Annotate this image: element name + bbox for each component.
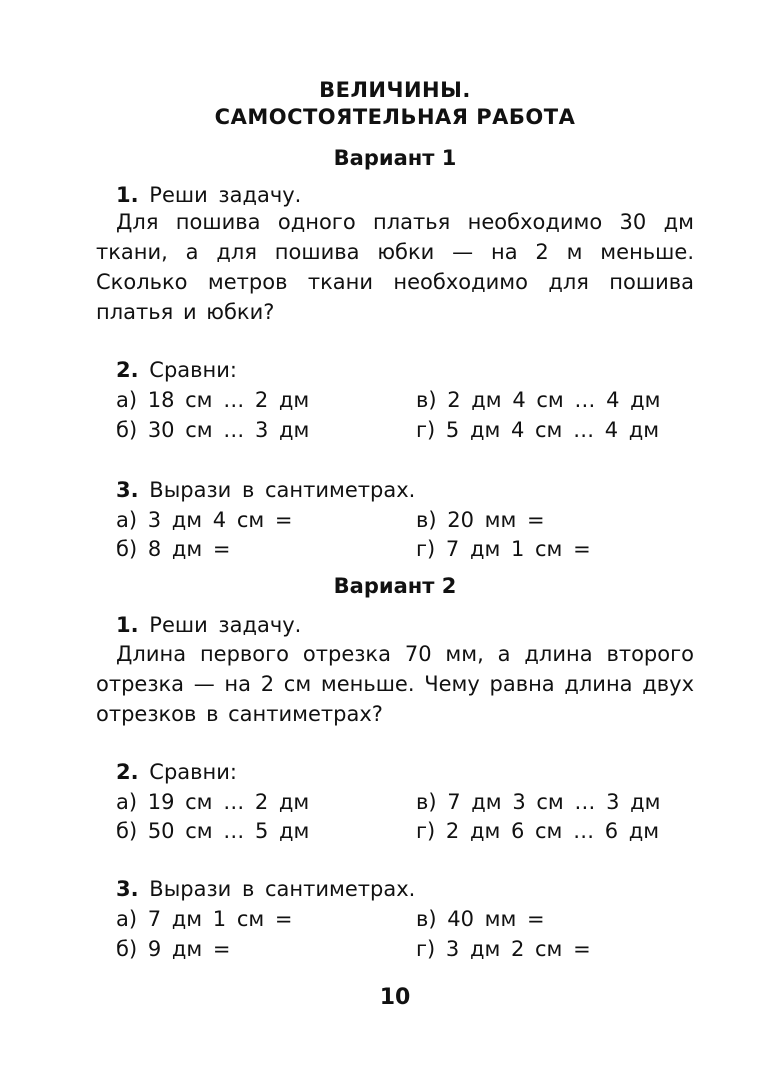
v1-task2-item-v: в) 2 дм 4 см … 4 дм bbox=[416, 388, 661, 412]
task-number: 2. bbox=[116, 760, 139, 784]
v2-task2-item-a: а) 19 см … 2 дм bbox=[116, 790, 310, 814]
task-label: Сравни: bbox=[149, 760, 237, 784]
v1-task2-item-g: г) 5 дм 4 см … 4 дм bbox=[416, 418, 660, 442]
task-label: Вырази в сантиметрах. bbox=[149, 478, 416, 502]
problem-text: Длина первого отрезка 70 мм, а длина второго отрезка — на 2 см меньше. Чему равна длина двух отрезков в сантиметрах? bbox=[96, 642, 694, 726]
page-number: 10 bbox=[379, 985, 411, 1010]
task-label: Реши задачу. bbox=[149, 183, 302, 207]
task-label: Сравни: bbox=[149, 358, 237, 382]
v1-task2-header bbox=[116, 358, 237, 382]
v1-task2-item-a: а) 18 см … 2 дм bbox=[116, 388, 310, 412]
v2-task3-item-b: б) 9 дм = bbox=[116, 937, 231, 961]
variant-2-heading: Вариант 2 bbox=[333, 574, 457, 598]
v2-task2-header bbox=[116, 760, 237, 784]
v1-task3-item-v: в) 20 мм = bbox=[416, 508, 545, 532]
v1-task1-header bbox=[116, 183, 301, 207]
task-number: 2. bbox=[116, 358, 139, 382]
v2-task2-item-b: б) 50 см … 5 дм bbox=[116, 819, 310, 843]
task-label: Реши задачу. bbox=[149, 613, 302, 637]
v2-task3-item-a: а) 7 дм 1 см = bbox=[116, 907, 293, 931]
task-number: 1. bbox=[116, 613, 139, 637]
v1-task3-header bbox=[116, 478, 415, 502]
task-label: Вырази в сантиметрах. bbox=[149, 877, 416, 901]
v1-task3-item-a: а) 3 дм 4 см = bbox=[116, 508, 293, 532]
task-number: 1. bbox=[116, 183, 139, 207]
variant-1-heading: Вариант 1 bbox=[333, 146, 457, 170]
v2-task2-item-g: г) 2 дм 6 см … 6 дм bbox=[416, 819, 660, 843]
v2-task2-item-v: в) 7 дм 3 см … 3 дм bbox=[416, 790, 661, 814]
v2-task3-item-g: г) 3 дм 2 см = bbox=[416, 937, 591, 961]
task-number: 3. bbox=[116, 877, 139, 901]
v1-task3-item-g: г) 7 дм 1 см = bbox=[416, 537, 591, 561]
v2-task1-problem bbox=[96, 639, 694, 729]
page-title-line1: ВЕЛИЧИНЫ. bbox=[319, 78, 471, 102]
v2-task1-header bbox=[116, 613, 301, 637]
page-title-line2: САМОСТОЯТЕЛЬНАЯ РАБОТА bbox=[214, 105, 576, 129]
task-number: 3. bbox=[116, 478, 139, 502]
problem-text: Для пошива одного платья необходимо 30 дм ткани, а для пошива юбки — на 2 м меньше. Сколько метров ткани необходимо для пошива платья и юбки? bbox=[96, 210, 694, 324]
v2-task3-item-v: в) 40 мм = bbox=[416, 907, 545, 931]
v1-task2-item-b: б) 30 см … 3 дм bbox=[116, 418, 310, 442]
v1-task3-item-b: б) 8 дм = bbox=[116, 537, 231, 561]
v1-task1-problem bbox=[96, 207, 694, 327]
v2-task3-header bbox=[116, 877, 415, 901]
